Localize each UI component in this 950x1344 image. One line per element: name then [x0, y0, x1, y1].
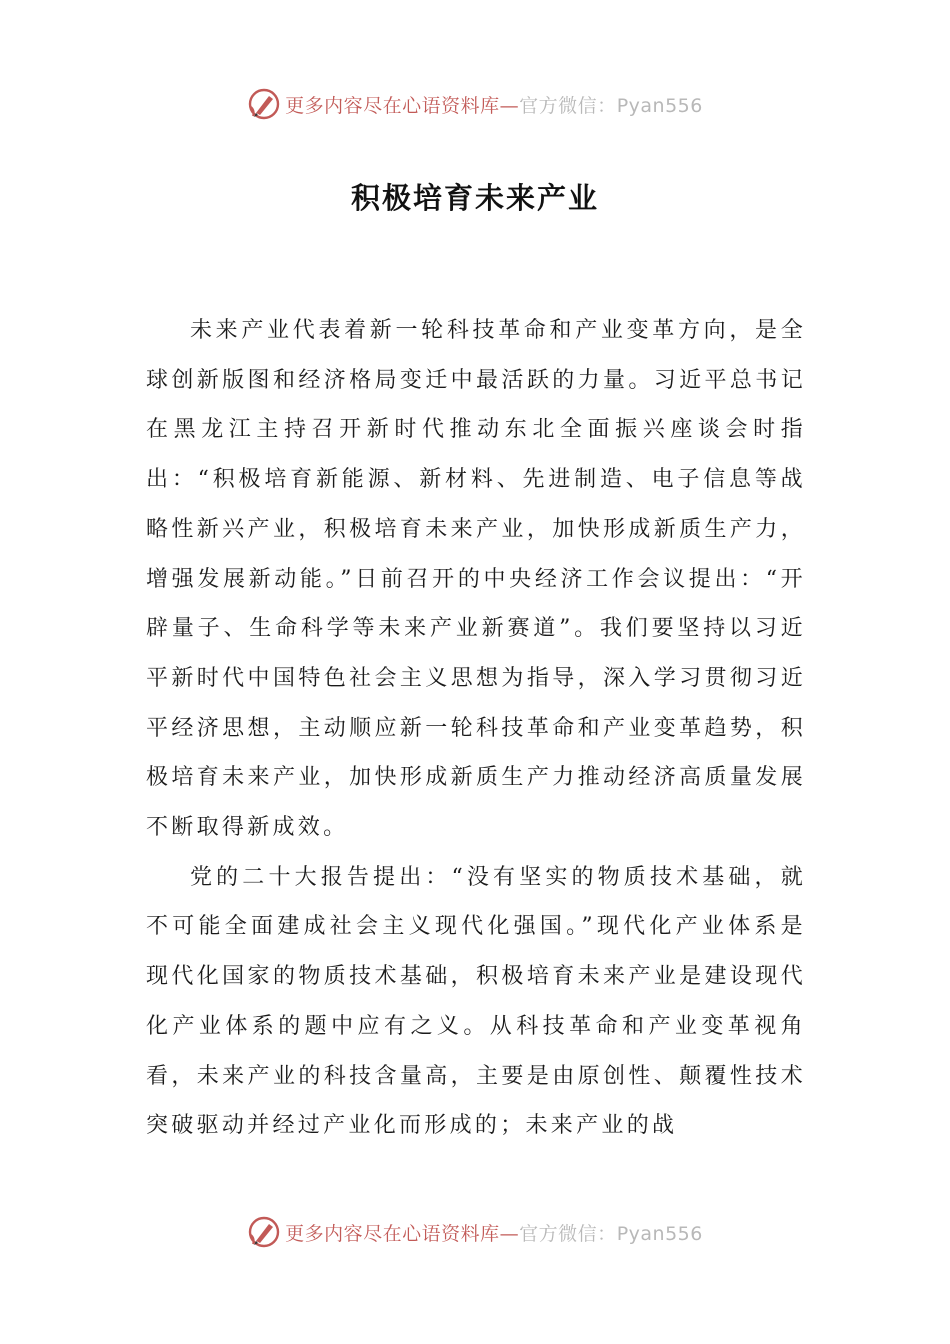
- article-body: [146, 306, 806, 1151]
- header-banner-wechat-id: Pyan556: [616, 94, 703, 117]
- footer-banner-main: 更多内容尽在心语资料库—: [285, 1222, 520, 1245]
- header-banner-main: 更多内容尽在心语资料库—: [285, 94, 520, 117]
- header-banner: [0, 84, 950, 124]
- paragraph-2: 党的二十大报告提出：“没有坚实的物质技术基础，就不可能全面建成社会主义现代化强国。”现代化产业体系是现代化国家的物质技术基础，积极培育未来产业是建设现代化产业体系的题中应有之义。从科技革命和产业变革视角看，未来产业的科技含量高，主要是由原创性、颠覆性技术突破驱动并经过产业化而形成的；未来产业的战: [146, 864, 806, 1139]
- footer-banner-text: [285, 1219, 703, 1246]
- pen-nib-logo-icon: [247, 87, 281, 121]
- footer-banner-wechat-id: Pyan556: [616, 1222, 703, 1245]
- footer-banner: [0, 1212, 950, 1252]
- header-banner-text: [285, 91, 703, 118]
- pen-nib-logo-icon: [247, 1215, 281, 1249]
- article-title: 积极培育未来产业: [350, 181, 599, 215]
- paragraph-1: 未来产业代表着新一轮科技革命和产业变革方向，是全球创新版图和经济格局变迁中最活跃的力量。习近平总书记在黑龙江主持召开新时代推动东北全面振兴座谈会时指出：“积极培育新能源、新材料、先进制造、电子信息等战略性新兴产业，积极培育未来产业，加快形成新质生产力，增强发展新动能。”日前召开的中央经济工作会议提出：“开辟量子、生命科学等未来产业新赛道”。我们要坚持以习近平新时代中国特色社会主义思想为指导，深入学习贯彻习近平经济思想，主动顺应新一轮科技革命和产业变革趋势，积极培育未来产业，加快形成新质生产力推动经济高质量发展不断取得新成效。: [146, 318, 806, 841]
- header-banner-wechat-label: 官方微信：: [519, 94, 617, 117]
- footer-banner-wechat-label: 官方微信：: [519, 1222, 617, 1245]
